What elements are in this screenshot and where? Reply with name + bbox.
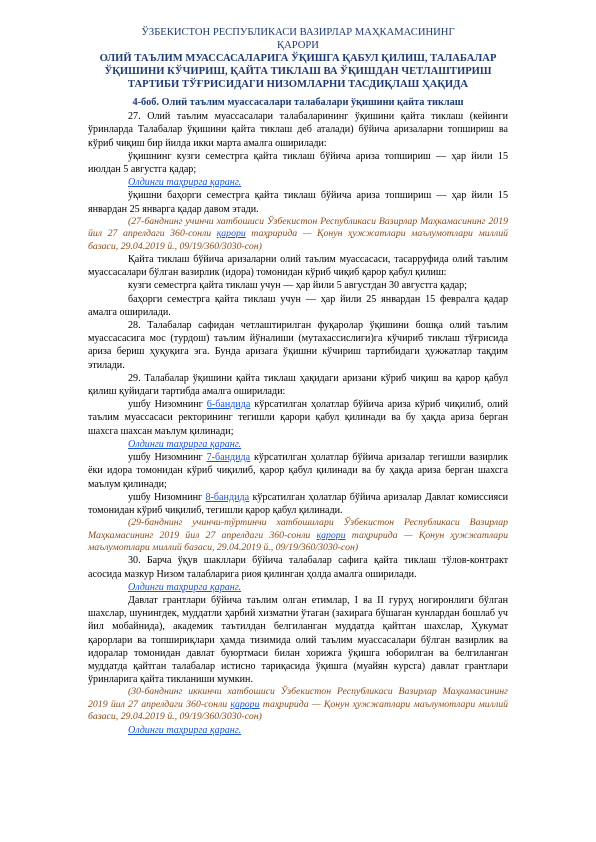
amendment-note-30: [88, 686, 508, 723]
chapter-title: 4-боб. Олий таълим муассасалари талабалари ўқишини қайта тиклаш: [132, 97, 464, 108]
note-text: таҳририда — Қонун ҳужжатлари маълумотлари миллий базаси, 29.04.2019 й., 09/19/360/3030-сон): [88, 228, 508, 252]
note-text: таҳририда — Қонун ҳужжатлари маълумотлари миллий базаси, 29.04.2019 й., 09/19/360/3030-сон): [88, 698, 509, 723]
doc-title-line-3: ТАРТИБИ ТЎҒРИСИДАГИ НИЗОМЛАРНИ ТАСДИҚЛАШ ҲАҚИДА: [127, 79, 469, 90]
item-6-link[interactable]: 6-бандида: [206, 399, 251, 411]
see-previous-edition: [88, 438, 508, 451]
see-previous-edition-link[interactable]: Олдинги таҳрирга қаранг.: [128, 177, 242, 189]
resolution-link[interactable]: қарори: [230, 698, 260, 710]
paragraph-30: 30. Барча ўқув шакллари бўйича талабалар сафига қайта тиклаш тўлов-контракт асосида мазкур Низом талабларига риоя қилинган ҳолда амалга оширилади.: [88, 555, 508, 580]
see-previous-edition-link[interactable]: Олдинги таҳрирга қаранг.: [128, 724, 242, 736]
paragraph-27: 27. Олий таълим муассасалари талабаларининг ўқишини қайта тиклаш (кейинги ўринларда Талабалар ўқишини қайта тиклаш деб аталади) бўйича аризаларни топшириш ва кўриб чиқиш бир йилда икки марта амалга оширилади:: [88, 111, 508, 149]
para-text: ушбу Низомнинг: [128, 399, 207, 411]
issuer-line: ЎЗБЕКИСТОН РЕСПУБЛИКАСИ ВАЗИРЛАР МАҲКАМАСИНИНГ: [141, 27, 455, 38]
doc-title-line-1: ОЛИЙ ТАЪЛИМ МУАССАСАЛАРИГА ЎҚИШГА ҚАБУЛ ҚИЛИШ, ТАЛАБАЛАР: [99, 53, 497, 64]
paragraph-27-spring-submission: ўқишни баҳорги семестрга қайта тиклаш бўйича ариза топшириш — ҳар йили 15 январдан 25 январга қадар давом этади.: [88, 190, 508, 215]
doc-type-line: ҚАРОРИ: [277, 40, 319, 51]
para-text: кўрсатилган ҳолатлар бўйича аризалар Давлат комиссияси томонидан кўриб чиқилиб, тегишли қарор қабул қилинади.: [88, 491, 508, 516]
paragraph-27-review: Қайта тиклаш бўйича аризаларни олий таълим муассасаси, тасарруфида олий таълим муассасалари бўлган вазирлик (идора) томонидан кўриб чиқиб қарор қабул қилиш:: [88, 254, 508, 279]
resolution-link[interactable]: қарори: [216, 228, 246, 240]
see-previous-edition: [88, 724, 508, 737]
amendment-note-29: [88, 517, 508, 554]
para-text: ушбу Низомнинг: [128, 452, 207, 464]
paragraph-29: 29. Талабалар ўқишини қайта тиклаш ҳақидаги аризани кўриб чиқиш ва қарор қабул қилиш қуйидаги тартибда амалга оширилади:: [88, 372, 508, 398]
see-previous-edition-link[interactable]: Олдинги таҳрирга қаранг.: [128, 438, 242, 450]
note-text: (27-банднинг учинчи хатбошиси Ўзбекистон Республикаси Вазирлар Маҳкамасининг 2019 йил 27 апрелдаги 360-сонли: [88, 215, 508, 240]
note-text: (30-банднинг иккинчи хатбошиси Ўзбекистон Республикаси Вазирлар Маҳкамасининг 2019 йил 27 апрелдаги 360-сонли: [88, 686, 508, 710]
note-text: таҳририда — Қонун ҳужжатлари маълумотлари миллий базаси, 29.04.2019 й., 09/19/360/3030-сон): [88, 529, 508, 553]
item-8-link[interactable]: 8-бандида: [205, 491, 250, 503]
paragraph-29-item-7: [88, 451, 508, 491]
resolution-link[interactable]: қарори: [316, 529, 346, 541]
para-text: кўрсатилган ҳолатлар бўйича ариза кўриб чиқилиб, олий таълим муассасаси ректорининг тегишли қарори қабул қилинади ва бу ҳақда ариза берган шахсга шахсан маълум қилинади;: [88, 399, 509, 437]
paragraph-29-item-6: [88, 398, 508, 438]
para-text: кўрсатилган ҳолатлар бўйича аризалар тегишли вазирлик ёки идора томонидан кўриб чиқилиб, қарор қабул қилинади ва бу ҳақда ариза берган шахсга маълум қилинади;: [88, 452, 508, 490]
paragraph-27-autumn-review: кузги семестрга қайта тиклаш учун — ҳар йили 5 августдан 30 августга қадар;: [128, 280, 467, 292]
paragraph-28: 28. Талабалар сафидан четлаштирилган фуқаролар ўқишини бошқа олий таълим муассасасига мос (турдош) таълим йўналиши (мутахассислиги)га кўчириб тиклаш тўғрисида ариза бериш ҳуқуқига эга. Бунда аризага ўқишни кўчириш тартибидаги ҳужжатлар тақдим этилади.: [88, 320, 508, 371]
note-text: (29-банднинг учинчи-тўртинчи хатбошилари Ўзбекистон Республикаси Вазирлар Маҳкамасининг 2019 йил 27 апрелдаги 360-сонли: [88, 517, 508, 541]
see-previous-edition: [88, 581, 508, 594]
para-text: ушбу Низомнинг: [128, 491, 206, 503]
see-previous-edition: [88, 176, 508, 189]
see-previous-edition-link[interactable]: Олдинги таҳрирга қаранг.: [128, 581, 242, 593]
paragraph-29-item-8: [88, 491, 508, 517]
doc-title-line-2: ЎҚИШИНИ КЎЧИРИШ, ҚАЙТА ТИКЛАШ ВА ЎҚИШДАН ЧЕТЛАШТИРИШ: [104, 66, 492, 77]
paragraph-27-spring-review: баҳорги семестрга қайта тиклаш учун — ҳар йили 25 январдан 15 февралга қадар амалга оширилади.: [88, 293, 508, 318]
paragraph-27-autumn-submission: ўқишнинг кузги семестрга қайта тиклаш бўйича ариза топшириш — ҳар йили 15 июлдан 5 августга қадар;: [88, 150, 508, 176]
amendment-note-27: [88, 216, 508, 253]
item-7-link[interactable]: 7-бандида: [206, 452, 251, 464]
paragraph-30-grants: Давлат грантлари бўйича таълим олган етимлар, I ва II гуруҳ ногиронлиги бўлган шахслар, шунингдек, муддатли ҳарбий хизматни ўтаган (захирага бўшаган кунлардан бошлаб уч йил мобайнида), академик таътилдан белгиланган муддатда қайтган шахслар, Ҳукумат қарорлари ва топшириқлари ҳамда тизимида олий таълим муассасалари бўлган вазирлик ва идоралар томонидан давлат буюртмаси билан хорижга ўқишга юборилган ва белгиланган муддатда қайтган талабалар истисно тариқасида ўқишга (муайян курсга) давлат грантлари ўринларига қайта тикланиши мумкин.: [88, 594, 508, 686]
